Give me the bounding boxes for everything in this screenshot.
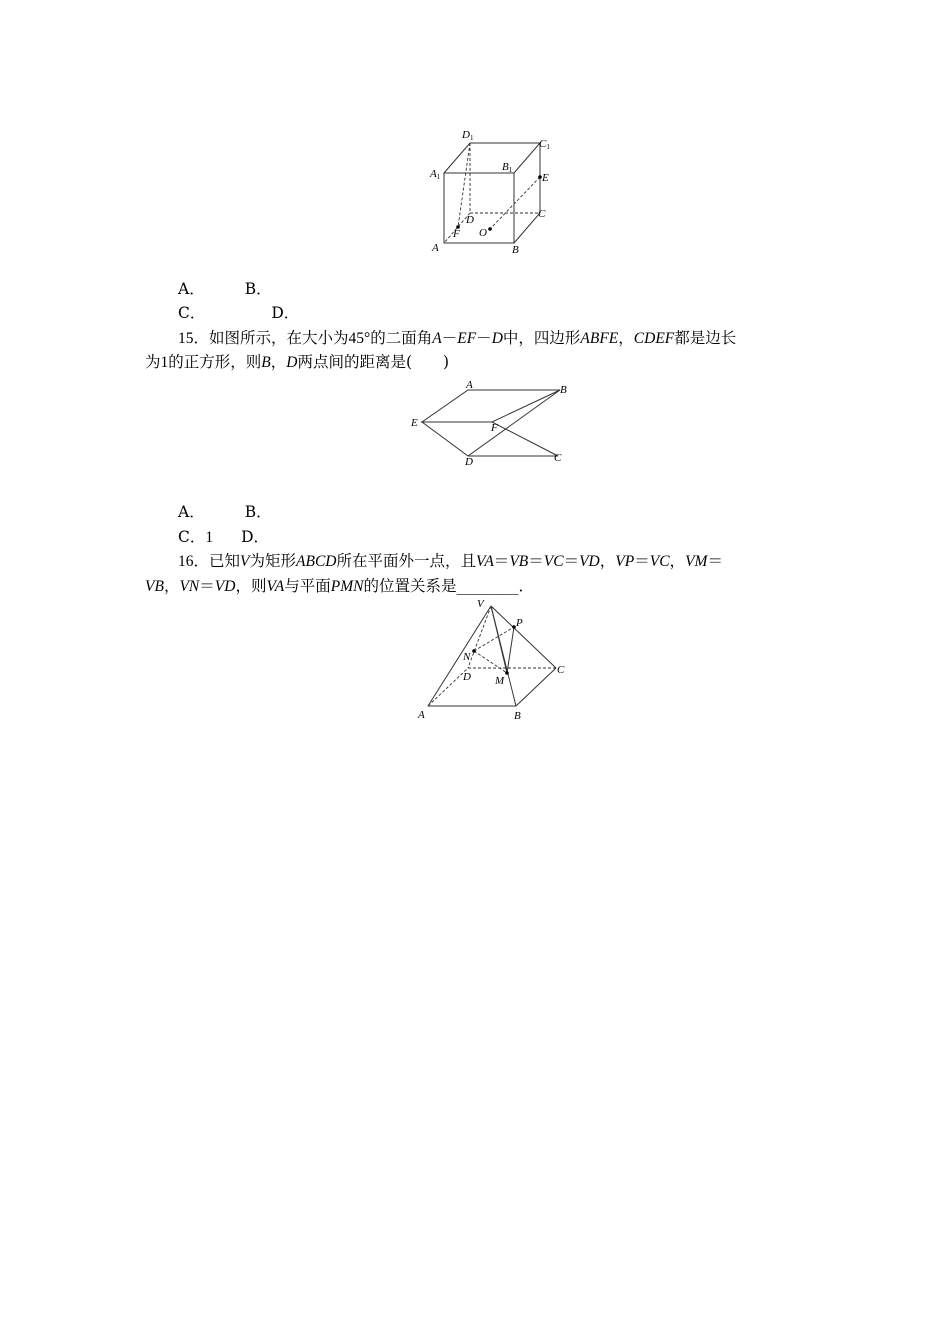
cube-figure	[420, 125, 570, 260]
q14-options-row1	[178, 279, 272, 299]
pyramid-figure	[410, 596, 585, 726]
edge-bc	[516, 668, 556, 706]
label-c: C	[538, 208, 546, 220]
label-e: E	[411, 417, 418, 429]
q15-line1: 15．如图所示，在大小为45°的二面角A－EF－D中，四边形ABFE，CDEF都是边长	[178, 329, 737, 347]
q15-option-a: A．	[178, 503, 205, 521]
q15-option-b: B．	[244, 503, 272, 521]
label-f: F	[453, 228, 460, 240]
label-d: D	[465, 456, 473, 468]
q14-option-a: A．	[178, 280, 205, 298]
q15-line2: 为1的正方形，则B，D两点间的距离是( )	[145, 353, 450, 371]
label-a1: A1	[430, 168, 441, 181]
q15-options-row2	[178, 527, 269, 548]
label-m: M	[495, 675, 505, 687]
q14-option-d: D．	[271, 304, 300, 322]
q16-line1: 16．已知V为矩形ABCD所在平面外一点，且VA＝VB＝VC＝VD，VP＝VC，VM＝	[178, 552, 723, 570]
edge-va	[428, 606, 491, 706]
point-n	[472, 649, 476, 653]
label-b: B	[560, 384, 567, 396]
q16-line2: VB，VN＝VD，则VA与平面PMN的位置关系是________．	[145, 577, 535, 595]
q15-option-c-value: 1	[205, 529, 214, 546]
q14-options-row2	[178, 303, 299, 323]
label-a: A	[418, 709, 425, 721]
label-v: V	[477, 598, 484, 610]
q15-option-d: D．	[241, 528, 270, 546]
label-a: A	[432, 242, 439, 254]
label-o: O	[479, 227, 487, 239]
label-p: P	[516, 617, 523, 629]
q14-option-c: C．	[178, 304, 206, 322]
q15-options-row1	[178, 502, 272, 522]
label-d: D	[466, 214, 474, 226]
dihedral-figure	[405, 378, 585, 468]
point-m	[505, 671, 509, 675]
label-f: F	[491, 422, 498, 434]
segment-np	[474, 627, 514, 651]
label-c: C	[554, 452, 562, 464]
label-c1: C1	[539, 138, 550, 151]
q14-option-b: B．	[244, 280, 272, 298]
label-d1: D1	[462, 129, 474, 142]
label-n: N	[463, 651, 471, 663]
segment-bd	[468, 390, 560, 456]
point-o	[488, 227, 492, 231]
label-b1: B1	[502, 161, 513, 174]
plane-abfe	[422, 390, 560, 422]
label-c: C	[557, 664, 565, 676]
edge-vc	[491, 606, 556, 668]
q15-option-c: C．	[178, 528, 206, 546]
label-b: B	[514, 710, 521, 722]
label-e: E	[542, 172, 549, 184]
segment-pm	[507, 627, 514, 673]
cube-top-face	[444, 143, 540, 173]
label-a: A	[466, 379, 473, 391]
plane-cdef	[422, 422, 558, 456]
label-b: B	[512, 244, 519, 256]
label-d: D	[463, 671, 471, 683]
